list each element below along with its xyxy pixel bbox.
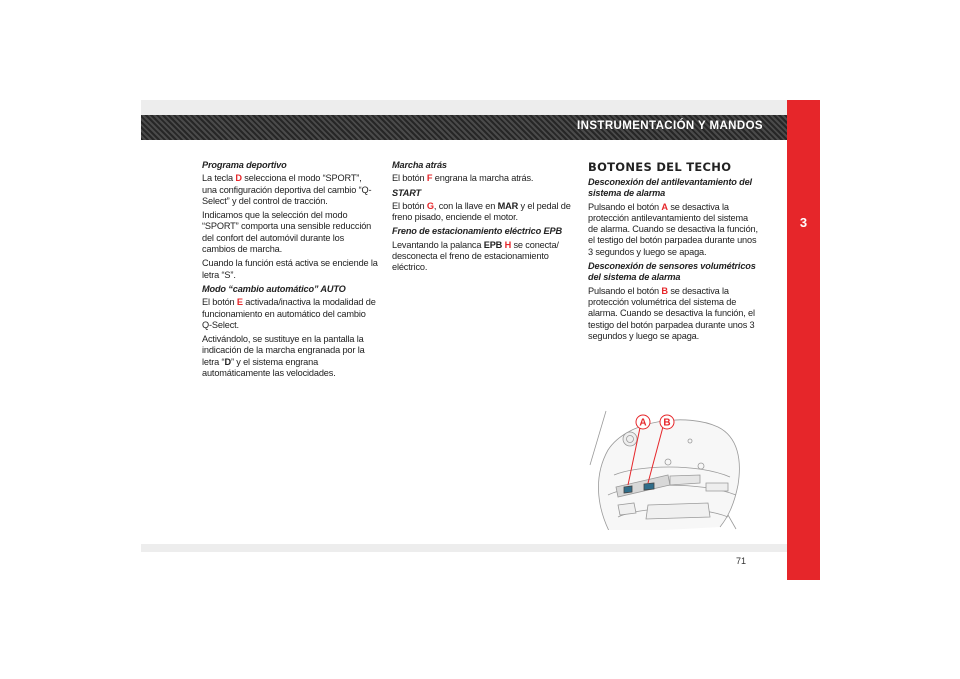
heading-auto-mode: Modo “cambio automático” AUTO bbox=[202, 283, 346, 294]
column-1 bbox=[202, 160, 378, 382]
header-band bbox=[141, 115, 787, 140]
paragraph: El botón E activada/inactiva la modalidad de funcionamiento en automático del cambio Q-Select. bbox=[202, 297, 376, 330]
chapter-number: 3 bbox=[799, 215, 808, 230]
paragraph: Pulsando el botón A se desactiva la protección antilevantamiento del sistema de alarma. Cuando se desactiva la función, el testigo del botón parpadea durante unos 3 segundos y luego se apaga. bbox=[588, 201, 758, 257]
paragraph: Levantando la palanca EPB H se conecta/ desconecta el freno de estacionamiento eléctrico. bbox=[392, 239, 559, 273]
roof-console-illustration bbox=[588, 405, 748, 530]
heading-start: START bbox=[392, 187, 422, 198]
heading-anti-lift: Desconexión del antilevantamiento del sistema de alarma bbox=[588, 177, 752, 199]
paragraph: Activándolo, se sustituye en la pantalla la indicación de la marcha engranada por la letra “D” y el sistema engrana automáticamente las velocidades. bbox=[202, 334, 365, 379]
paragraph: Indicamos que la selección del modo “SPORT” comporta una sensible reducción del confort del automóvil durante los cambios de marcha. bbox=[202, 210, 372, 255]
paragraph: Cuando la función está activa se enciende la letra “S”. bbox=[202, 258, 378, 280]
heading-sport-program: Programa deportivo bbox=[202, 160, 287, 170]
column-2 bbox=[392, 160, 574, 277]
paragraph: El botón G, con la llave en MAR y el pedal de freno pisado, enciende el motor. bbox=[392, 200, 571, 223]
section-title: BOTONES DEL TECHO bbox=[588, 160, 732, 174]
heading-volumetric: Desconexión de sensores volumétricos del sistema de alarma bbox=[588, 261, 756, 283]
top-band bbox=[141, 100, 787, 115]
section-header-title: INSTRUMENTACIÓN Y MANDOS bbox=[577, 120, 763, 132]
bottom-band bbox=[141, 544, 787, 552]
column-3 bbox=[588, 160, 760, 345]
paragraph: El botón F engrana la marcha atrás. bbox=[392, 173, 534, 184]
paragraph: Pulsando el botón B se desactiva la protección volumétrica del sistema de alarma. Cuando se desactiva la función, el testigo del botón parpadea durante unos 3 segundos y luego se apaga. bbox=[588, 285, 755, 341]
chapter-tab bbox=[787, 100, 820, 580]
paragraph: La tecla D selecciona el modo “SPORT”, una configuración deportiva del cambio “Q-Select” y del control de tracción. bbox=[202, 173, 372, 206]
page-number: 71 bbox=[736, 556, 747, 566]
callout-label-a: A bbox=[639, 417, 647, 429]
heading-reverse: Marcha atrás bbox=[392, 160, 447, 170]
callout-label-b: B bbox=[663, 417, 671, 429]
heading-epb: Freno de estacionamiento eléctrico EPB bbox=[392, 226, 562, 237]
